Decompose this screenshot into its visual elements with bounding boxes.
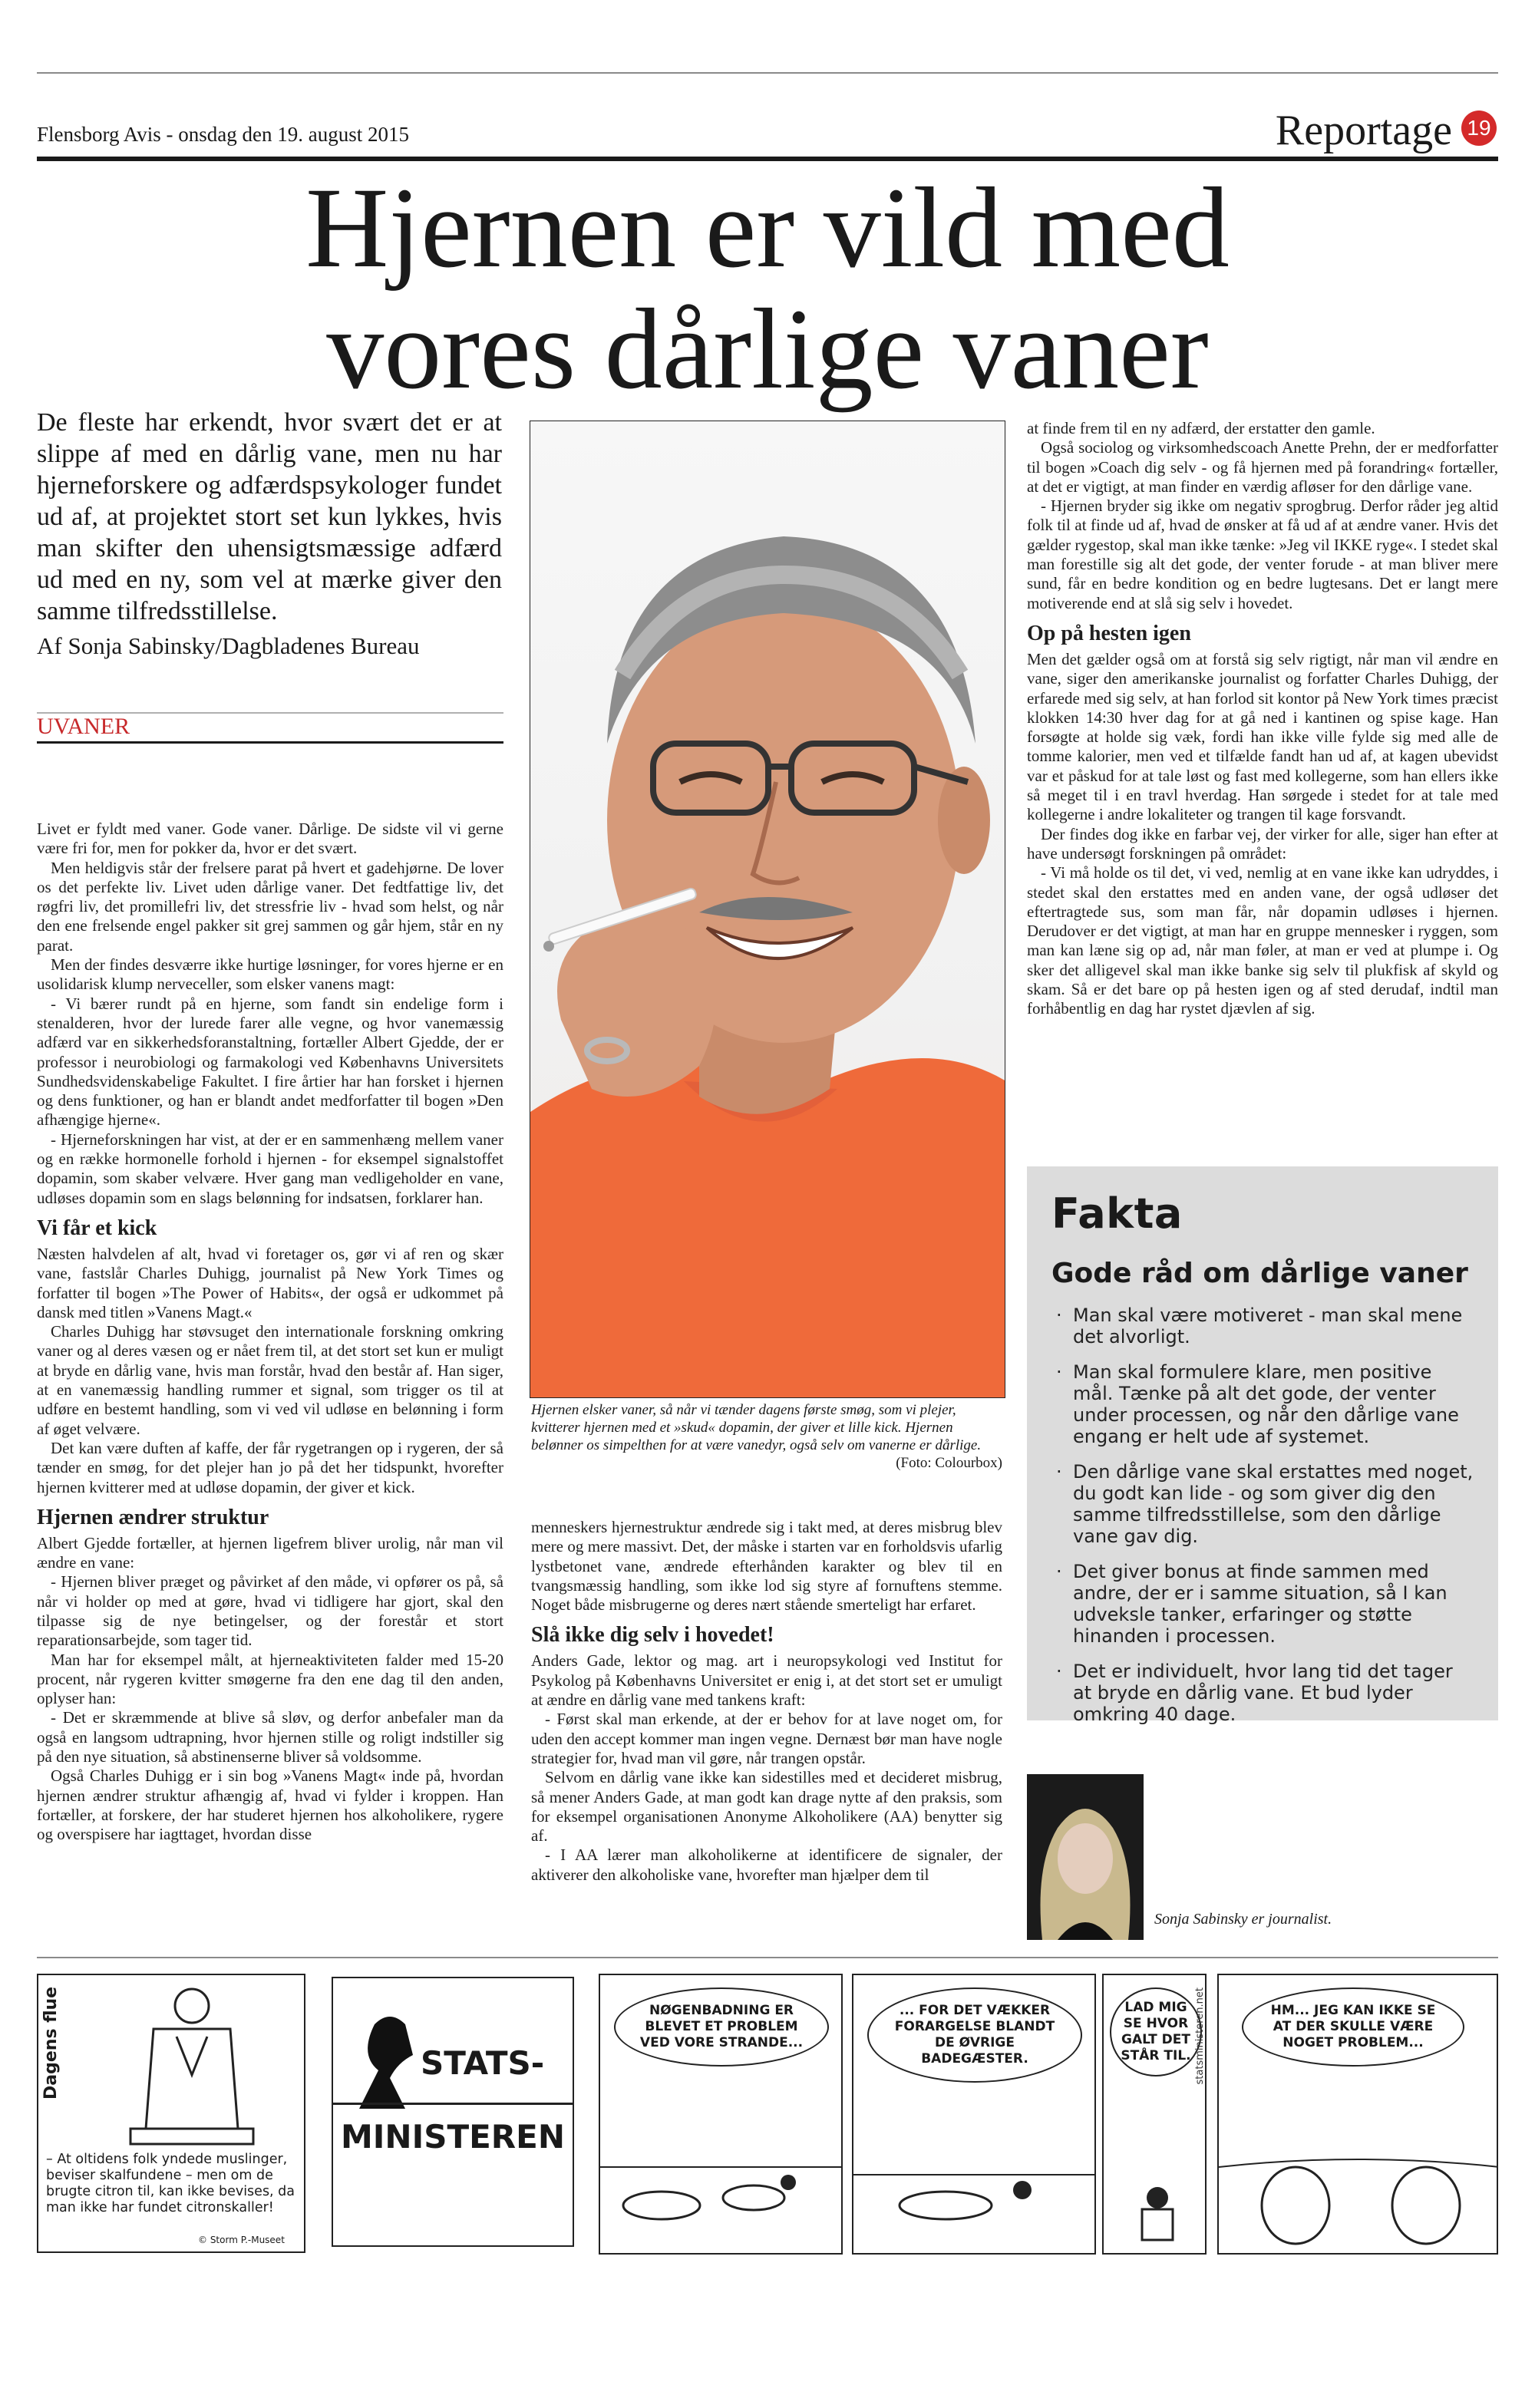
list-item: · Det er individuelt, hvor lang tid det tager at bryde en dårlig vane. Et bud lyder omkring 40 dage. [1051,1661,1474,1725]
list-item: · Det giver bonus at finde sammen med andre, der er i samme situation, så I kan udveksle tanker, erfaringer og støtte hinanden i processen. [1051,1561,1474,1647]
paragraph: Det kan være duften af kaffe, der får rygetrangen op i rygeren, der så tænder en smøg, for det plejer han jo på det her tidspunkt, hvorefter hjernen kvitterer med at udløse dopamin, der giver et kick. [37,1438,503,1496]
fakta-list [1051,1305,1474,1725]
paragraph: Albert Gjedde fortæller, at hjernen ligefrem bliver urolig, når man vil ændre en vane: [37,1533,503,1572]
comic-panel-4 [1217,1974,1498,2255]
paragraph: - Vi må holde os til det, vi ved, nemlig at en vane ikke kan udryddes, i stedet skal den erstattes med en anden vane, der også udløser det eftertragtede sus, som man får, når dopamin udløses i hjernen. Derudover er det vigtigt, at man har en gruppe mennesker i ryggen, som man kan læne sig op ad, når man føler, at man er ved at plumpe i. Og sker det alligevel skal man ikke banke sig selv til plukfisk af skyld og skam. Så er det bare op på hesten igen og af sted derudaf, indtil man forhåbentlig en dag har rystet djævlen af sig. [1027,863,1498,1018]
flue-cartoon [38,1975,304,2152]
flue-credit: © Storm P.-Museet [198,2235,285,2245]
paragraph: menneskers hjernestruktur ændrede sig i takt med, at deres misbrug blev mere og mere massivt. Det, der måske i starten var en forholdsvis ufarlig lystbetonet vane, ændrede efterhånden karakter og blev til en tvangsmæssig handling, som ikke lod sig styre af fornuftens stemme. Noget både misbrugerne og deres nært stående smerteligt har erfaret. [531,1518,1002,1615]
paragraph: Selvom en dårlig vane ikke kan sidestilles med et decideret misbrug, så mener Anders Gade, at man godt kan drage nytte af den praksis, som for eksempel organisationen Anonyme Alkoholikere (AA) benytter sig af. [531,1768,1002,1846]
kicker: UVANER [37,714,130,739]
paragraph: - I AA lærer man alkoholikerne at identificere de signaler, der aktiverer den alkoholiske vane, hvorefter man hjælper dem til [531,1846,1002,1884]
paper-name: Flensborg Avis - [37,123,173,146]
speech-bubble: NØGENBADNING ER BLEVET ET PROBLEM VED VORE STRANDE... [614,1987,829,2067]
paragraph: - Først skal man erkende, at der er behov for at lave noget om, for uden den accept kommer man ingen vegne. Dernæst bør man have nogle strategier for, hvad man vil gøre, når trangen opstår. [531,1710,1002,1767]
stats-logo-bottom: MINISTEREN [341,2118,565,2156]
paragraph: Næsten halvdelen af alt, hvad vi foretager os, gør vi af ren og skær vane, fastslår Charles Duhigg, journalist på New York Times og forfatter til bogen »The Power of Habits«, der også er udkommet på dansk med titlen »Vanens Magt.« [37,1244,503,1321]
headline-line-1: Hjernen er vild med [305,164,1230,292]
fakta-title: Fakta [1051,1189,1183,1238]
paragraph: at finde frem til en ny adfærd, der erstatter den gamle. [1027,419,1375,437]
statsministeren-logo [332,1977,574,2247]
paragraph: Men det gælder også om at forstå sig selv rigtigt, når man vil ændre en vane, siger den amerikanske journalist og forfatter Charles Duhigg, der erfarede med sig selv, at han forlod sit kontor på New York times præcist klokken 14:30 hver dag for at gå ned i kantinen og spise kage. Han forsøgte at holde sig væk, fordi han ikke ville fylde sig med alle de tomme kalorier, men ved et tilfælde fandt han ud af, at kagen ubevidst var et påskud for at tale løst og fast med kollegerne, som han ellers ikke så meget til i en travl hverdag. Han sørgede i stedet for at tale med kollegerne i andre lokaliteter og trangen til kage forsvandt. [1027,649,1498,824]
speech-bubble: ... FOR DET VÆKKER FORARGELSE BLANDT DE ØVRIGE BADEGÆSTER. [867,1987,1082,2083]
paragraph: Også Charles Duhigg er i sin bog »Vanens Magt« inde på, hvordan hjernen ændrer struktur afhængig af, hvad vi fylder i kroppen. Han fortæller, at forskere, der har studeret hjernen hos alkoholikere, rygere og overspisere har iagttaget, hvordan disse [37,1766,503,1844]
flue-label: Dagens flue [41,1986,61,2100]
page-number-badge: 19 [1461,111,1497,146]
author-caption: Sonja Sabinsky er journalist. [1154,1911,1332,1928]
comic-panel-1 [599,1974,843,2255]
paragraph: - Vi bærer rundt på en hjerne, som fandt sin endelige form i stenalderen, hvor der lurede farer alle vegne, og hvor vanemæssig adfærd var en sikkerhedsforanstaltning, fortæller Albert Gjedde, der er professor i neurobiologi og farmakologi ved Københavns Universitets Sundhedsvidenskabelige Fakultet. I fire årtier har han forsket i hjernen og dens funktioner, og han er blandt andet medforfatter til bogen »Den afhængige hjerne«. [37,994,503,1130]
kicker-rule [37,741,503,744]
paragraph: Man har for eksempel målt, at hjerneaktiviteten falder med 15-20 procent, når rygeren kvitter smøgerne fra den ene dag til den anden, oplyser han: [37,1650,503,1708]
fakta-subtitle: Gode råd om dårlige vaner [1051,1258,1468,1289]
author-photo [1027,1774,1144,1940]
article-column-2 [531,1518,1002,1885]
top-rule [37,72,1498,74]
photo-caption [531,1401,1002,1472]
masthead [37,123,409,147]
fakta-box [1027,1166,1498,1725]
article-photo [530,421,1005,1398]
paragraph: - Hjernen bliver præget og påvirket af den måde, vi opfører os på, så når vi holder op med at gøre, hvad vi tidligere har gjort, skal den tilpasse sig de nye betingelser, og der forestår et stort reparationsarbejde, som tager tid. [37,1572,503,1650]
article-column-3 [1027,419,1498,1019]
paragraph: Anders Gade, lektor og mag. art i neuropsykologi ved Institut for Psykolog på Københavns Universitet er enig i, at det stort set er umuligt at ændre en dårlig vane med tankens kraft: [531,1651,1002,1710]
issue-date: onsdag den 19. august 2015 [178,123,409,146]
article-column-1 [37,820,503,1845]
subheading: Hjernen ændrer struktur [37,1505,269,1529]
smoking-man-illustration [530,421,1005,1398]
stats-logo-top: STATS- [421,2044,545,2082]
list-item: · Den dårlige vane skal erstattes med noget, du godt kan lide - og som giver dig den samme tilfredsstillelse, som den dårlige vane gav dig. [1051,1461,1474,1547]
bottom-rule [37,1957,1498,1958]
speech-bubble: LAD MIG SE HVOR GALT DET STÅR TIL. [1110,1987,1202,2076]
paragraph: Også sociolog og virksomhedscoach Anette Prehn, der er medforfatter til bogen »Coach dig selv - og få hjernen med på forandring« fortæller, at det er vigtigt, at man finder en værdig afløser for den dårlige vane. [1027,438,1498,496]
flue-text: – At oltidens folk yndede muslinger, beviser skalfundene – men om de brugte citron til, kan ikke bevises, da man ikke har fundet citronskaller! [46,2152,295,2215]
list-item: · Man skal være motiveret - man skal mene det alvorligt. [1051,1305,1474,1347]
paragraph: Men heldigvis står der frelsere parat på hvert et gadehjørne. De lover os det perfekte liv. Livet uden dårlige vaner. Det fedtfattige liv, det røgfri liv, det promillefri liv, det stressfrie liv - hvad som helst, og når den ene frelsende engel pakker sit grej sammen og går hjem, står en ny parat. [37,858,503,955]
paragraph: - Det er skræmmende at blive så sløv, og derfor anbefaler man da også en langsom udtrapning, hvor hjernen stille og roligt indstiller sig på den nye situation, så abstinenserne bliver så voldsomme. [37,1708,503,1766]
comic-panel-3 [1102,1974,1207,2255]
list-item: · Man skal formulere klare, men positive mål. Tænke på alt det gode, der venter under processen, og når den dårlige vane engang er helt ude af systemet. [1051,1361,1474,1447]
photo-credit: (Foto: Colourbox) [896,1455,1002,1471]
subheading: Slå ikke dig selv i hovedet! [531,1623,774,1648]
byline: Af Sonja Sabinsky/Dagbladenes Bureau [37,632,420,659]
figure-icon [344,2009,428,2116]
paragraph: Men der findes desværre ikke hurtige løsninger, for vores hjerne er en usolidarisk klump nerveceller, som elsker vanens magt: [37,955,503,994]
paragraph: Livet er fyldt med vaner. Gode vaner. Dårlige. De sidste vil vi gerne være fri for, men for pokker da, hvor er det svært. [37,820,503,858]
lede: De fleste har erkendt, hvor svært det er at slippe af med en dårlig vane, men nu har hjerneforskere og adfærdspsykologer fundet ud af, at projektet stort set kun lykkes, hvis man skifter den uhensigtsmæssige adfærd ud med en ny, som vel at mærke giver den samme tilfredsstillelse. [37,408,502,625]
side-credit: statsministeren.net [1194,1987,1206,2085]
headline-line-2: vores dårlige vaner [326,285,1209,413]
subheading: Op på hesten igen [1027,621,1191,645]
headline [154,164,1382,413]
speech-bubble: HM... JEG KAN IKKE SE AT DER SKULLE VÆRE NOGET PROBLEM... [1242,1987,1464,2067]
comic-panel-2 [852,1974,1096,2255]
paragraph: Charles Duhigg har støvsuget den internationale forskning omkring vaner og al deres væsen og er nået frem til, at det stort set kun er muligt at bryde en dårlig vane, hvis man forstår, hvad den består af. Han siger, at en vanemæssig handling rummer et signal, som trigger os til at udføre en bestemt handling, som vi ved vil udløse en belønning i form af øget velvære. [37,1322,503,1438]
caption-text: Hjernen elsker vaner, så når vi tænder dagens første smøg, som vi plejer, kvitterer hjernen med et »skud« dopamin, der giver et lille kick. Hjernen belønner os simpelthen for at være vanedyr, også selv om vanerne er dårlige. [531,1402,982,1453]
masthead-rule [37,157,1498,161]
paragraph: Der findes dog ikke en farbar vej, der virker for alle, siger han efter at have undersøgt forskningen på området: [1027,824,1498,863]
section-title: Reportage [1275,107,1452,154]
author-portrait [1027,1774,1144,1940]
subheading: Vi får et kick [37,1216,157,1240]
stats-logo-rule [333,2103,573,2105]
paragraph: - Hjernen bryder sig ikke om negativ sprogbrug. Derfor råder jeg altid folk til at finde ud af, hvad de ønsker at få ud af at ændre vaner. Hvis det gælder rygestop, skal man ikke tænke: »Jeg vil IKKE ryge«. I stedet skal man forestille sig alt det gode, der venter forude - at man bliver mere sund, får en bedre kondition og en bedre lugtesans. Det er langt mere motiverende end at slå sig selv i hovedet. [1027,496,1498,612]
paragraph: - Hjerneforskningen har vist, at der er en sammenhæng mellem vaner og en række hormonelle forhold i hjernen - for eksempel signalstoffet dopamin, som skaber velvære. Hver gang man vedligeholder en vane, udløses dopamin som en slags belønning for indsatsen, forklarer han. [37,1130,503,1207]
